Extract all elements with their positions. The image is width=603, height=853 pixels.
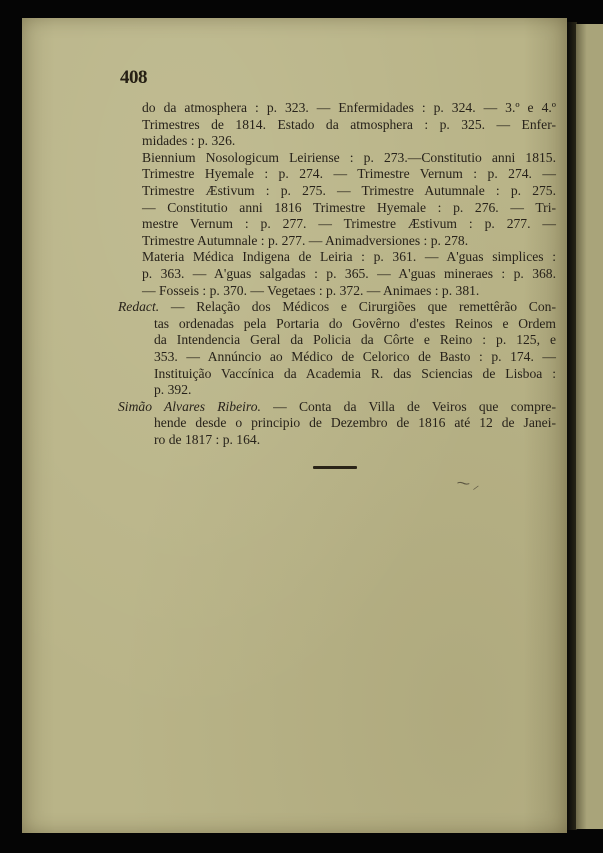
page-number: 408: [120, 67, 147, 88]
text-line: — Fosseis : p. 370. — Vegetaes : p. 372. — Animaes : p. 381.: [142, 282, 480, 298]
text-line: [118, 299, 556, 316]
index-entry-biennium: [118, 150, 556, 250]
text-line: tas ordenadas pela Portaria do Govêrno d'estes Reinos e Ordem: [154, 315, 556, 331]
text-line: Trimestre Hyemale : p. 274. — Trimestre Vernum : p. 274. —: [142, 166, 556, 182]
text-line: — Constitutio anni 1816 Trimestre Hyemale : p. 276. — Tri-: [142, 199, 556, 215]
text-line: da Intendencia Geral da Policia da Côrte e Reino : p. 125, e: [154, 332, 556, 348]
text-line: [118, 399, 556, 416]
text-line: p. 392.: [154, 382, 192, 398]
text-line: Trimestre Autumnale : p. 277. — Animadversiones : p. 278.: [142, 232, 469, 248]
author-name: Simão Alvares Ribeiro.: [118, 398, 261, 414]
index-entry-continued: [118, 100, 556, 150]
text-line: p. 363. — A'guas salgadas : p. 365. — A'guas mineraes : p. 368.: [142, 265, 556, 281]
text-line: Biennium Nosologicum Leiriense : p. 273.—Constitutio anni 1815.: [142, 149, 556, 165]
index-entry-materia-medica: [118, 249, 556, 299]
adjacent-page-edge: [576, 24, 603, 829]
index-entry-simao-ribeiro: [118, 399, 556, 449]
text-line: mestre Vernum : p. 277. — Trimestre Æstivum : p. 277. —: [142, 216, 556, 232]
section-end-rule: [313, 466, 357, 469]
text-line: 353. — Annúncio ao Médico de Celorico de Basto : p. 174. —: [154, 348, 556, 364]
author-name: Redact.: [118, 299, 160, 315]
index-text: [118, 100, 556, 448]
index-entry-redact: [118, 299, 556, 399]
text-fragment: — Conta da Villa de Veiros que compre-: [260, 398, 556, 414]
text-line: Trimestres de 1814. Estado da atmosphera : p. 325. — Enfer-: [142, 116, 556, 132]
text-line: ro de 1817 : p. 164.: [154, 431, 261, 447]
text-line: do da atmosphera : p. 323. — Enfermidades : p. 324. — 3.º e 4.º: [142, 100, 556, 115]
stray-ink-mark: ⁓ ⸝: [455, 474, 481, 493]
text-fragment: — Relação dos Médicos e Cirurgiões que remettêrão Con-: [159, 299, 556, 315]
text-line: Instituição Vaccínica da Academia R. das Sciencias de Lisboa :: [154, 365, 556, 381]
text-line: hende desde o principio de Dezembro de 1816 até 12 de Janei-: [154, 415, 556, 431]
text-line: midades : p. 326.: [142, 133, 236, 149]
text-line: Materia Médica Indigena de Leiria : p. 361. — A'guas simplices :: [142, 249, 556, 265]
text-line: Trimestre Æstivum : p. 275. — Trimestre Autumnale : p. 275.: [142, 182, 556, 198]
